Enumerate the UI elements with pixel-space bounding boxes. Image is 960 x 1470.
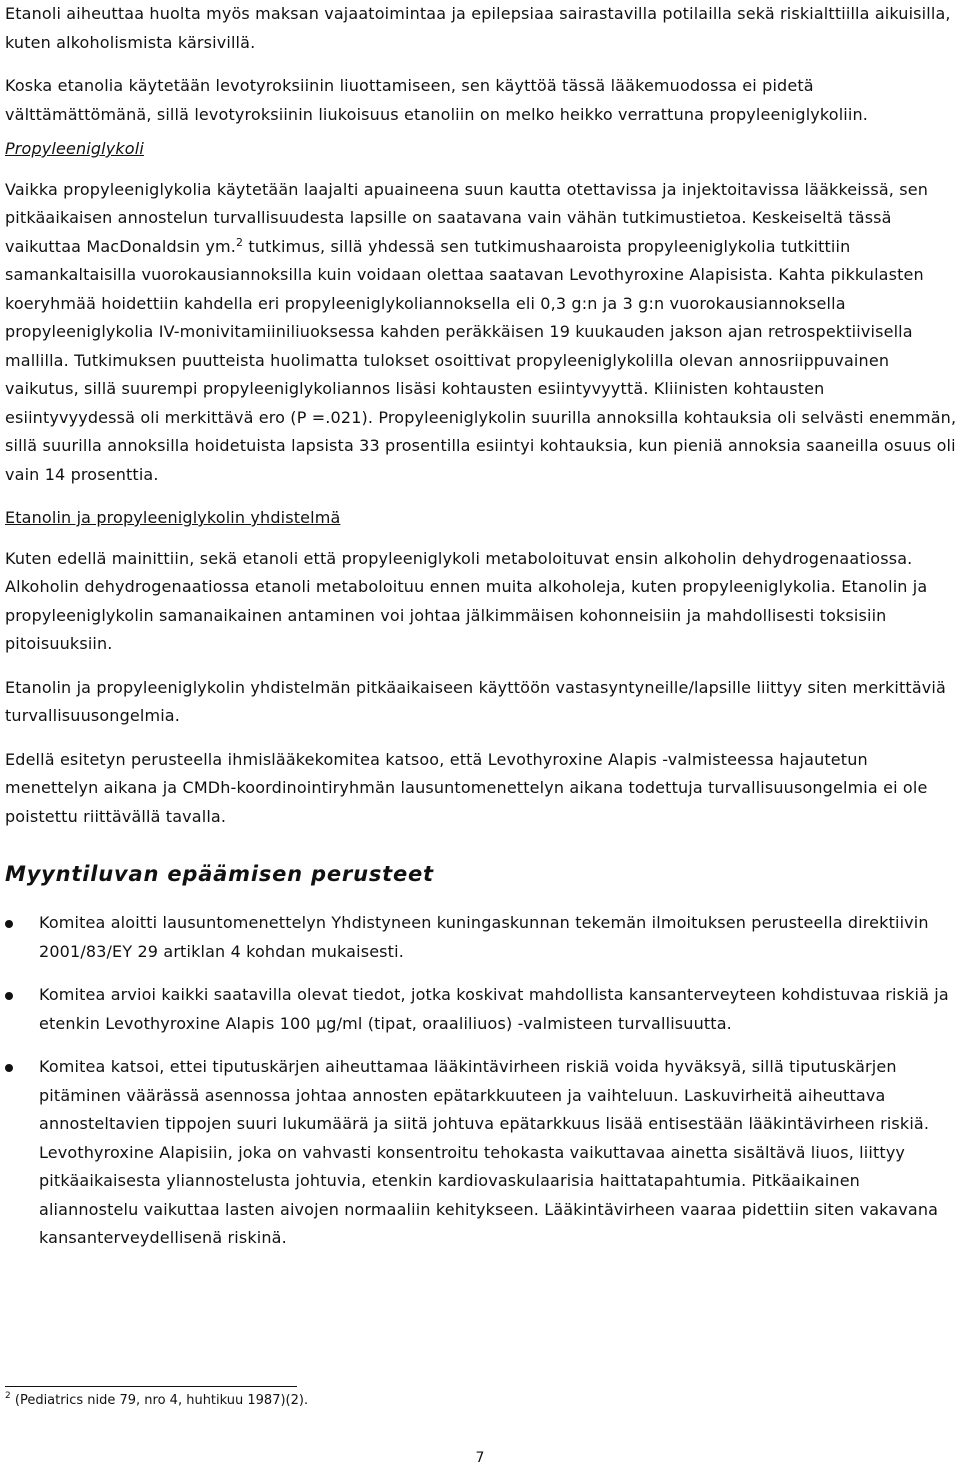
- document-page: [5, 0, 957, 1268]
- page-number: 7: [475, 1450, 485, 1466]
- paragraph-propylene-glycol-study: [5, 176, 957, 490]
- propylene-text-part1: Vaikka propyleeniglykolia käytetään laajalti apuaineena suun kautta otettavissa ja injektoitavissa lääkkeissä, sen pitkäaikaisen annostelun turvallisuudesta lapsille on saatavana vain vähän tutkimustietoa. Keskeiseltä tässä vaikuttaa MacDonaldsin ym.: [5, 179, 929, 256]
- footnote-divider: [5, 1386, 297, 1387]
- propylene-text-part2: tutkimus, sillä yhdessä sen tutkimushaaroista propyleeniglykolia tutkittiin samankaltaisilla vuorokausiannoksilla kuin voidaan olettaa saatavan Levothyroxine Alapisista. Kahta pikkulasten koeryhmää hoidettiin kahdella eri propyleeniglykoliannoksella eli 0,3 g:n ja 3 g:n vuorokausiannoksella propyleeniglykolia IV-monivitamiiniliuoksessa kahden peräkkäisen 19 kuukauden jakson ajan retrospektiivisella mallilla. Tutkimuksen puutteista huolimatta tulokset osoittivat propyleeniglykolilla olevan annosriippuvainen vaikutus, sillä suurempi propyleeniglykoliannos lisäsi kohtausten esiintyvyyttä. Kliinisten kohtausten esiintyvyydessä oli merkittävä ero (P =.021). Propyleeniglykolin suurilla annoksilla kohtauksia oli selvästi enemmän, sillä suurilla annoksilla hoidetuista lapsista 33 prosentilla esiintyi kohtauksia, kun pieniä annoksia saaneilla osuus oli vain 14 prosenttia.: [5, 236, 957, 484]
- footnote-number: 2: [5, 1391, 11, 1401]
- list-item: [5, 909, 957, 966]
- footnote-reference: 2: [236, 235, 244, 249]
- list-item-text: Komitea arvioi kaikki saatavilla olevat tiedot, jotka koskivat mahdollista kansanterveyteen kohdistuvaa riskiä ja etenkin Levothyroxine Alapis 100 µg/ml (tipat, oraaliliuos) -valmisteen turvallisuutta.: [39, 985, 949, 1033]
- footnote-text: (Pediatrics nide 79, nro 4, huhtikuu 1987)(2).: [14, 1393, 309, 1408]
- paragraph-combination-metabolism: Kuten edellä mainittiin, sekä etanoli että propyleeniglykoli metaboloituvat ensin alkoholin dehydrogenaatiossa. Alkoholin dehydrogenaatiossa etanoli metaboloituu ennen muita alkoholeja, kuten propyleeniglykolia. Etanolin ja propyleeniglykolin samanaikainen antaminen voi johtaa jälkimmäisen kohonneisiin ja mahdollisesti toksisiin pitoisuuksiin.: [5, 548, 928, 653]
- list-item-text: Komitea aloitti lausuntomenettelyn Yhdistyneen kuningaskunnan tekemän ilmoituksen perusteella direktiivin 2001/83/EY 29 artiklan 4 kohdan mukaisesti.: [39, 913, 929, 961]
- section-heading-combination: Etanolin ja propyleeniglykolin yhdistelmä: [5, 508, 341, 527]
- list-item: [5, 1053, 957, 1253]
- bullet-icon: [5, 992, 13, 1000]
- refusal-grounds-list: [5, 909, 957, 1253]
- paragraph-committee-conclusion: Edellä esitetyn perusteella ihmislääkekomitea katsoo, että Levothyroxine Alapis -valmisteessa hajautetun menettelyn aikana ja CMDh-koordinointiryhmän lausuntomenettelyn aikana todettuja turvallisuusongelmia ei ole poistettu riittävällä tavalla.: [5, 749, 928, 826]
- footnote: [5, 1390, 308, 1412]
- bullet-icon: [5, 920, 13, 928]
- paragraph-ethanol-solubility: Koska etanolia käytetään levotyroksiinin liuottamiseen, sen käyttöä tässä lääkemuodossa ei pidetä välttämättömänä, sillä levotyroksiinin liukoisuus etanoliin on melko heikko verrattuna propyleeniglykoliin.: [5, 76, 869, 124]
- section-heading-refusal-grounds: Myyntiluvan epäämisen perusteet: [5, 862, 434, 886]
- paragraph-ethanol-concern: Etanoli aiheuttaa huolta myös maksan vajaatoimintaa ja epilepsiaa sairastavilla potilailla sekä riskialttiilla aikuisilla, kuten alkoholismista kärsivillä.: [5, 4, 951, 52]
- bullet-icon: [5, 1064, 13, 1072]
- paragraph-combination-safety: Etanolin ja propyleeniglykolin yhdistelmän pitkäaikaiseen käyttöön vastasyntyneille/lapsille liittyy siten merkittäviä turvallisuusongelmia.: [5, 677, 946, 725]
- section-heading-propylene-glycol: Propyleeniglykoli: [5, 139, 144, 158]
- list-item: [5, 981, 957, 1038]
- list-item-text: Komitea katsoi, ettei tiputuskärjen aiheuttamaa lääkintävirheen riskiä voida hyväksyä, sillä tiputuskärjen pitäminen väärässä asennossa johtaa annosten epätarkkuuteen ja vaihteluun. Laskuvirheitä aiheuttava annosteltavien tippojen suuri lukumäärä ja siitä johtuva epätarkkuus lisää entisestään lääkintävirheen riskiä. Levothyroxine Alapisiin, joka on vahvasti konsentroitu tehokasta vaikuttavaa ainetta sisältävä liuos, liittyy pitkäaikaisesta yliannostelusta johtuvia, etenkin kardiovaskulaarisia haittatapahtumia. Pitkäaikainen aliannostelu vaikuttaa lasten aivojen normaaliin kehitykseen. Lääkintävirheen vaaraa pidettiin siten vakavana kansanterveydellisenä riskinä.: [39, 1057, 939, 1247]
